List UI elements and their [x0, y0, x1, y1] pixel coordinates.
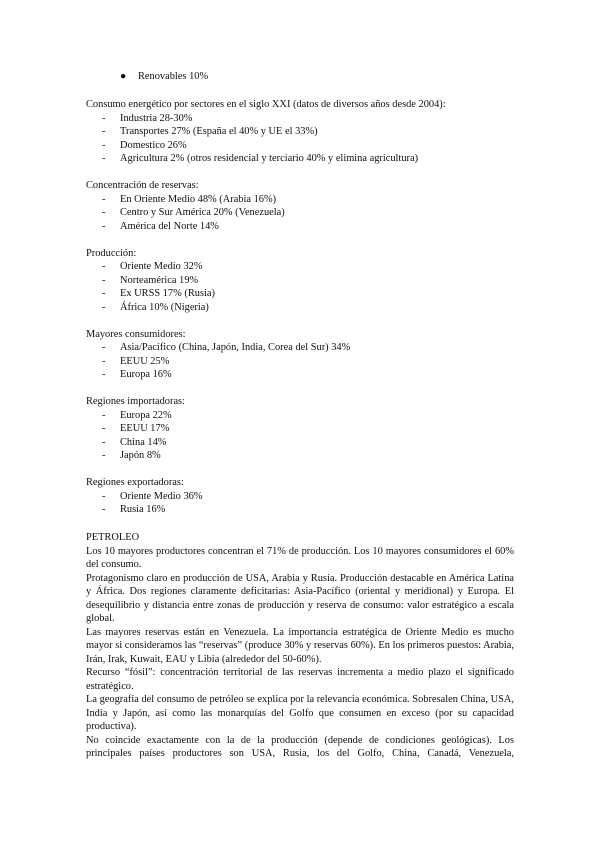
list-item — [86, 301, 514, 315]
petroleo-paragraph: Los 10 mayores productores concentran el 71% de producción. Los 10 mayores consumidores el 60% del consumo. — [86, 545, 514, 570]
list-item — [86, 503, 514, 517]
list-item — [86, 193, 514, 207]
list-item — [86, 368, 514, 382]
petroleo-paragraph: Las mayores reservas están en Venezuela. La importancia estratégica de Oriente Medio es mucho mayor si consideramos las “reservas” (produce 30% y reservas 60%). En los primeros puestos: Arabia, Irán, Irak, Kuwait, EAU y Libia (alrededor del 50-60%). — [86, 626, 514, 665]
list-dash: - — [102, 504, 106, 515]
list-item-text: Centro y Sur América 20% (Venezuela) — [120, 207, 285, 218]
list-item — [86, 436, 514, 450]
list-dash: - — [102, 153, 106, 164]
section-consumo-sectores — [86, 98, 514, 166]
list-item-text: Oriente Medio 32% — [120, 261, 203, 272]
petroleo-paragraph: La geografía del consumo de petróleo se explica por la relevancia económica. Sobresalen China, USA, India y Japón, así como las monarquías del Golfo que consumen en exceso (por su capacidad productiva). — [86, 694, 514, 732]
list-dash: - — [102, 490, 106, 502]
list-dash: - — [102, 274, 106, 286]
section-heading: Regiones exportadoras: — [86, 477, 184, 488]
list-item-text: Europa 22% — [120, 409, 172, 421]
petroleo-section — [86, 531, 514, 761]
list-dash: - — [102, 112, 106, 124]
section-heading: Consumo energético por sectores en el siglo XXI (datos de diversos años desde 2004): — [86, 99, 446, 110]
section-heading: Mayores consumidores: — [86, 328, 186, 340]
renewables-bullet — [120, 70, 208, 84]
petroleo-paragraph: Recurso “fósil”: concentración territorial de las reservas incrementa a medio plazo el significado estratégico. — [86, 667, 514, 692]
section-reservas — [86, 179, 514, 233]
section-heading: Regiones importadoras: — [86, 396, 185, 407]
list-item-text: África 10% (Nigeria) — [120, 301, 209, 313]
list-item-text: Agricultura 2% (otros residencial y terciario 40% y elimina agricultura) — [120, 153, 419, 164]
section-heading: Producción: — [86, 247, 137, 259]
list-dash: - — [102, 207, 106, 218]
list-item-text: Japón 8% — [120, 450, 161, 461]
list-item — [86, 341, 514, 355]
list-item-text: América del Norte 14% — [120, 220, 219, 232]
list-dash: - — [102, 355, 106, 367]
section-produccion — [86, 247, 514, 315]
petroleo-paragraph: No coincide exactamente con la de la producción (depende de condiciones geológicas). Los principales países productores son USA, Rusia, los del Golfo, China, Canadá, Venezuela, — [86, 734, 514, 759]
list-item-text: Transportes 27% (España el 40% y UE el 33%) — [120, 126, 318, 137]
list-item — [86, 139, 514, 153]
petroleo-paragraph: Protagonismo claro en producción de USA, Arabia y Rusia. Producción destacable en América Latina y África. Dos regiones claramente deficitarias: Asia-Pacífico (oriental y meridional) y Europa. El desequilibrio y distancia entre zonas de producción y reserva de consumo: valor estratégico a escala global. — [86, 572, 514, 624]
section-list — [86, 112, 514, 166]
section-consumidores — [86, 328, 514, 382]
list-dash: - — [102, 450, 106, 461]
list-item-text: En Oriente Medio 48% (Arabia 16%) — [120, 193, 277, 205]
section-importadoras — [86, 395, 514, 463]
list-item-text: Ex URSS 17% (Rusia) — [120, 288, 215, 299]
list-dash: - — [102, 436, 106, 448]
list-item-text: EEUU 17% — [120, 423, 170, 434]
section-list — [86, 490, 514, 517]
list-item — [86, 112, 514, 126]
section-exportadoras — [86, 476, 514, 517]
list-item — [86, 274, 514, 288]
list-item — [86, 125, 514, 139]
section-heading: Concentración de reservas: — [86, 180, 199, 191]
list-item-text: Europa 16% — [120, 369, 172, 380]
list-item — [86, 152, 514, 166]
list-item-text: Industria 28-30% — [120, 112, 193, 124]
list-dash: - — [102, 342, 106, 353]
section-list — [86, 341, 514, 382]
list-dash: - — [102, 369, 106, 380]
section-list — [86, 193, 514, 234]
list-item — [86, 206, 514, 220]
section-list — [86, 409, 514, 463]
list-item — [86, 260, 514, 274]
list-dash: - — [102, 261, 106, 272]
list-item-text: Rusia 16% — [120, 504, 166, 515]
list-item-text: Norteamérica 19% — [120, 274, 199, 286]
list-item-text: Asia/Pacífico (China, Japón, India, Corea del Sur) 34% — [120, 342, 351, 353]
list-item — [86, 490, 514, 504]
list-dash: - — [102, 288, 106, 299]
section-list — [86, 260, 514, 314]
list-item — [86, 355, 514, 369]
list-dash: - — [102, 409, 106, 421]
list-item — [86, 422, 514, 436]
list-dash: - — [102, 139, 106, 151]
list-item — [86, 287, 514, 301]
list-item-text: Oriente Medio 36% — [120, 490, 203, 502]
bullet-text: Renovables 10% — [138, 71, 209, 82]
petroleo-title: PETROLEO — [86, 532, 140, 543]
list-dash: - — [102, 126, 106, 137]
bullet-dot: ● — [120, 71, 127, 82]
list-dash: - — [102, 423, 106, 434]
stats-sections — [86, 98, 514, 530]
list-item-text: China 14% — [120, 436, 167, 448]
list-item-text: Domestico 26% — [120, 139, 187, 151]
list-dash: - — [102, 301, 106, 313]
list-dash: - — [102, 193, 106, 205]
list-dash: - — [102, 220, 106, 232]
list-item — [86, 409, 514, 423]
list-item — [86, 220, 514, 234]
list-item-text: EEUU 25% — [120, 355, 170, 367]
list-item — [86, 449, 514, 463]
